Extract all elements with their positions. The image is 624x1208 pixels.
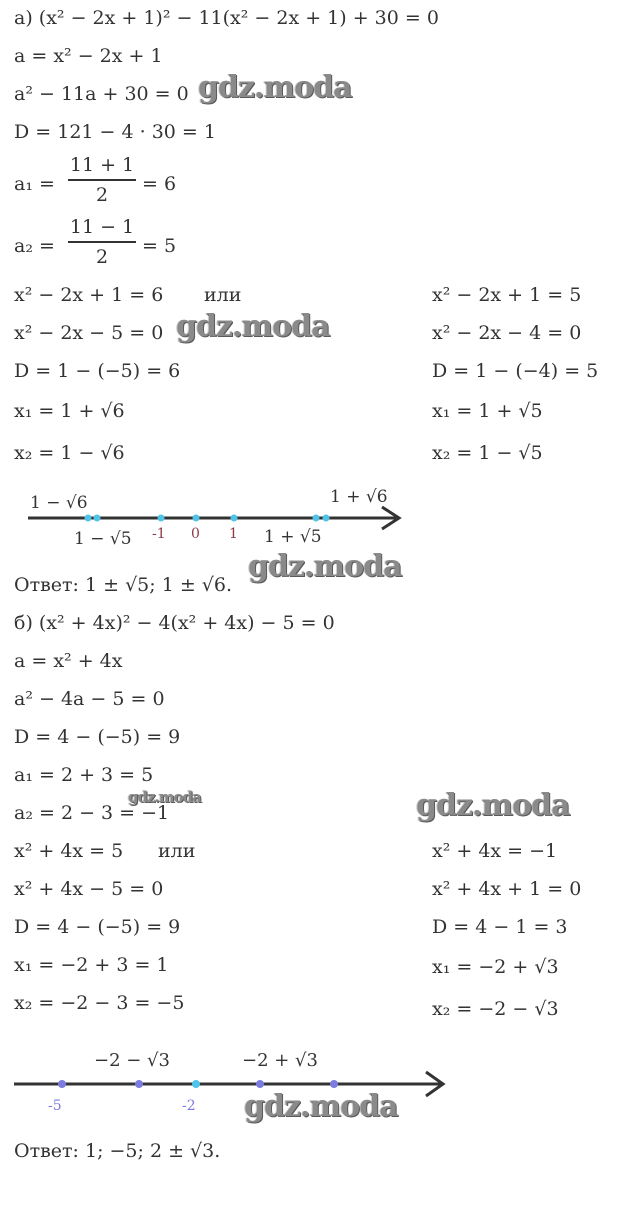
watermark: gdz.moda [244, 1089, 398, 1124]
part-b-discriminant: D = 4 − (−5) = 9 [14, 726, 181, 748]
part-a-a2-fraction [68, 216, 136, 268]
part-a-left-2: x² − 2x − 5 = 0 [14, 322, 164, 344]
part-a-discriminant: D = 121 − 4 · 30 = 1 [14, 121, 216, 143]
watermark: gdz.moda [416, 788, 570, 823]
watermark: gdz.moda [176, 309, 330, 344]
point-minus-2-minus-sqrt3 [135, 1080, 143, 1088]
part-b-quadratic: a² − 4a − 5 = 0 [14, 688, 165, 710]
part-a-left-1: x² − 2x + 1 = 6 [14, 284, 164, 306]
label-top-2: −2 + √3 [242, 1050, 318, 1071]
point-1-minus-sqrt5 [94, 515, 101, 522]
part-b-equation: б) (x² + 4x)² − 4(x² + 4x) − 5 = 0 [14, 612, 335, 634]
part-a-or: или [204, 284, 242, 306]
label-bottom-2: 1 + √5 [264, 527, 322, 547]
point-1-plus-sqrt6 [323, 515, 330, 522]
part-a-substitution: a = x² − 2x + 1 [14, 45, 163, 67]
label-bottom-1: 1 − √5 [74, 529, 132, 549]
part-a-a1-lhs: a₁ = [14, 173, 55, 195]
part-a-right-5: x₂ = 1 − √5 [432, 442, 543, 464]
fraction-denominator: 2 [95, 183, 109, 206]
part-a-a1-rhs: = 6 [142, 173, 177, 195]
part-a-left-3: D = 1 − (−5) = 6 [14, 360, 181, 382]
fraction-numerator: 11 + 1 [69, 154, 135, 176]
label-top-left: 1 − √6 [30, 493, 88, 513]
part-b-or: или [158, 840, 196, 862]
part-a-left-5: x₂ = 1 − √6 [14, 442, 125, 464]
part-b-right-1: x² + 4x = −1 [432, 840, 558, 862]
fraction-bar [68, 179, 136, 181]
part-b-left-5: x₂ = −2 − 3 = −5 [14, 992, 185, 1014]
point-1-minus-sqrt6 [85, 515, 92, 522]
label-minus-1: -1 [152, 526, 166, 542]
part-b-left-4: x₁ = −2 + 3 = 1 [14, 954, 169, 976]
fraction-bar [68, 241, 136, 243]
part-b-a2: a₂ = 2 − 3 = −1 [14, 802, 170, 824]
point-1 [231, 515, 238, 522]
label-zero: 0 [191, 526, 200, 542]
part-a-equation: а) (x² − 2x + 1)² − 11(x² − 2x + 1) + 30 = 0 [14, 7, 439, 29]
label-minus-2: -2 [182, 1098, 196, 1114]
part-b-right-3: D = 4 − 1 = 3 [432, 916, 568, 938]
part-a-a2-lhs: a₂ = [14, 235, 55, 257]
part-a-right-1: x² − 2x + 1 = 5 [432, 284, 582, 306]
label-one: 1 [229, 526, 238, 542]
fraction-denominator: 2 [95, 245, 109, 268]
part-a-left-4: x₁ = 1 + √6 [14, 400, 125, 422]
watermark: gdz.moda [128, 788, 201, 806]
part-b-substitution: a = x² + 4x [14, 650, 123, 672]
point-minus-2-plus-sqrt3 [256, 1080, 264, 1088]
part-b-answer: Ответ: 1; −5; 2 ± √3. [14, 1140, 221, 1162]
part-a-a1-fraction [68, 154, 136, 206]
point-minus-5 [58, 1080, 66, 1088]
part-a-right-2: x² − 2x − 4 = 0 [432, 322, 582, 344]
point-minus-1 [158, 515, 165, 522]
watermark: gdz.moda [198, 70, 352, 105]
point-0 [193, 515, 200, 522]
label-top-1: −2 − √3 [94, 1050, 170, 1071]
part-a-right-3: D = 1 − (−4) = 5 [432, 360, 599, 382]
part-b-a1: a₁ = 2 + 3 = 5 [14, 764, 154, 786]
point-minus-2 [192, 1080, 200, 1088]
number-line-a [0, 480, 624, 552]
part-b-right-5: x₂ = −2 − √3 [432, 998, 559, 1020]
part-a-answer: Ответ: 1 ± √5; 1 ± √6. [14, 574, 233, 596]
point-1-plus-sqrt5 [313, 515, 320, 522]
watermark: gdz.moda [248, 549, 402, 584]
part-a-a2-rhs: = 5 [142, 235, 177, 257]
label-top-right: 1 + √6 [330, 487, 388, 507]
part-b-right-2: x² + 4x + 1 = 0 [432, 878, 582, 900]
fraction-numerator: 11 − 1 [69, 216, 135, 238]
part-b-left-1: x² + 4x = 5 [14, 840, 124, 862]
part-b-right-4: x₁ = −2 + √3 [432, 956, 559, 978]
part-a-quadratic: a² − 11a + 30 = 0 [14, 83, 189, 105]
part-a-right-4: x₁ = 1 + √5 [432, 400, 543, 422]
label-minus-5: -5 [48, 1098, 62, 1114]
part-b-left-2: x² + 4x − 5 = 0 [14, 878, 164, 900]
part-b-left-3: D = 4 − (−5) = 9 [14, 916, 181, 938]
point-1 [330, 1080, 338, 1088]
